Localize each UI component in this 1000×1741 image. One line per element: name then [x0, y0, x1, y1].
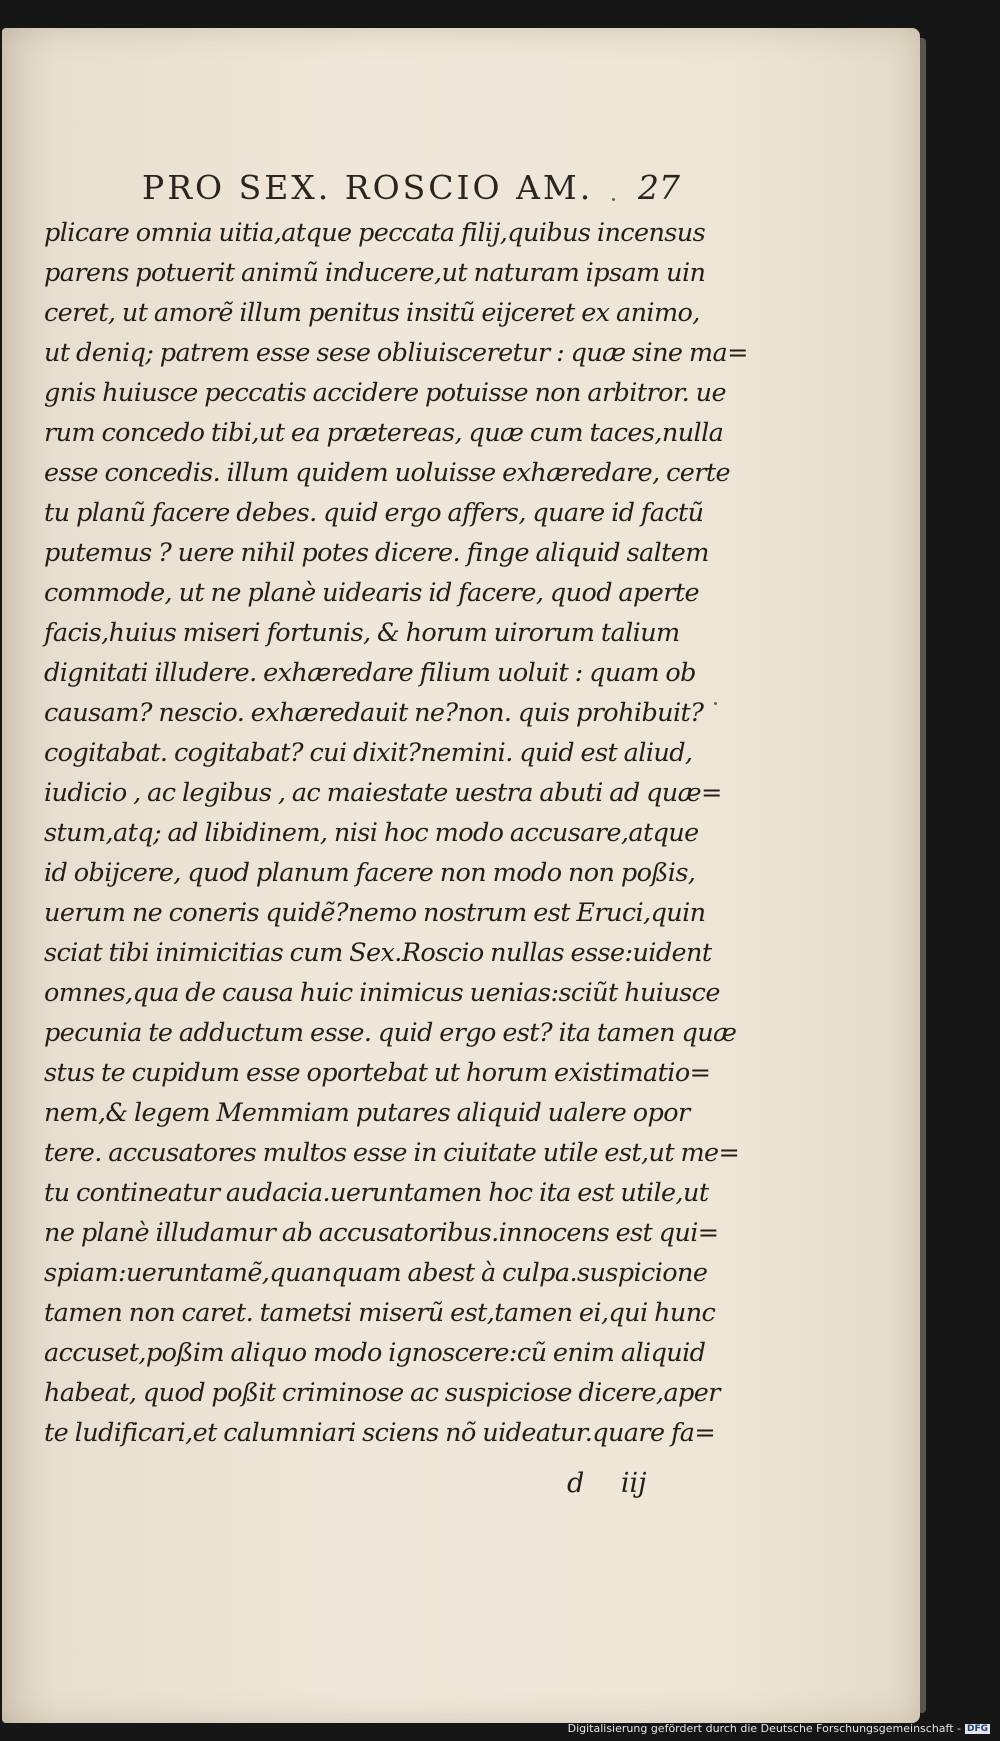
- text-line: commode, ut ne planè uidearis id facere, quod aperte: [44, 578, 699, 608]
- dfg-logo-icon: DFG: [966, 1724, 988, 1734]
- text-line: pecunia te adductum esse. quid ergo est? ita tamen quæ: [44, 1018, 737, 1048]
- text-line: ut deniq; patrem esse sese obliuisceretur : quæ sine ma=: [44, 338, 748, 368]
- text-line: tu contineatur audacia.ueruntamen hoc ita est utile,ut: [44, 1178, 709, 1208]
- page-number: 27: [638, 168, 680, 207]
- digitization-credit: [568, 1722, 990, 1735]
- text-line: id obijcere, quod planum facere non modo non poßis,: [44, 858, 696, 888]
- text-line: accuset,poßim aliquo modo ignoscere:cũ enim aliquid: [44, 1338, 706, 1368]
- text-line: spiam:ueruntamẽ,quanquam abest à culpa.suspicione: [44, 1258, 708, 1288]
- paper-speck: [612, 198, 615, 201]
- text-line: plicare omnia uitia,atque peccata filij,quibus incensus: [44, 218, 706, 248]
- book-page: [2, 28, 920, 1723]
- text-line: ne planè illudamur ab accusatoribus.innocens est qui=: [44, 1218, 719, 1248]
- running-head: PRO SEX. ROSCIO AM.: [142, 168, 594, 207]
- text-line: nem,& legem Memmiam putares aliquid ualere opor: [44, 1098, 690, 1128]
- text-line: cogitabat. cogitabat? cui dixit?nemini. quid est aliud,: [44, 738, 693, 768]
- text-line: iudicio , ac legibus , ac maiestate uestra abuti ad quæ=: [44, 778, 722, 808]
- text-line: esse concedis. illum quidem uoluisse exhæredare, certe: [44, 458, 730, 488]
- text-line: putemus ? uere nihil potes dicere. finge aliquid saltem: [44, 538, 709, 568]
- signature-mark: d iij: [567, 1468, 647, 1499]
- text-line: omnes,qua de causa huic inimicus uenias:sciũt huiusce: [44, 978, 720, 1008]
- text-line: stum,atq; ad libidinem, nisi hoc modo accusare,atque: [44, 818, 699, 848]
- paper-speck: [714, 702, 717, 705]
- body-text: [44, 213, 748, 1453]
- text-line: dignitati illudere. exhæredare filium uoluit : quam ob: [44, 658, 696, 688]
- text-line: tamen non caret. tametsi miserũ est,tamen ei,qui hunc: [44, 1298, 716, 1328]
- text-line: tere. accusatores multos esse in ciuitate utile est,ut me=: [44, 1138, 740, 1168]
- text-line: causam? nescio. exhæredauit ne?non. quis prohibuit?: [44, 698, 704, 728]
- text-line: te ludificari,et calumniari sciens nõ uideatur.quare fa=: [44, 1418, 716, 1448]
- text-line: habeat, quod poßit criminose ac suspiciose dicere,aper: [44, 1378, 720, 1408]
- text-line: sciat tibi inimicitias cum Sex.Roscio nullas esse:uident: [44, 938, 712, 968]
- text-line: uerum ne coneris quidẽ?nemo nostrum est Eruci,quin: [44, 898, 706, 928]
- text-line: parens potuerit animũ inducere,ut naturam ipsam uin: [44, 258, 706, 288]
- text-line: gnis huiusce peccatis accidere potuisse non arbitror. ue: [44, 378, 726, 408]
- text-line: tu planũ facere debes. quid ergo affers, quare id factũ: [44, 498, 704, 528]
- text-line: rum concedo tibi,ut ea prætereas, quæ cum taces,nulla: [44, 418, 724, 448]
- text-line: facis,huius miseri fortunis, & horum uirorum talium: [44, 618, 680, 648]
- text-line: stus te cupidum esse oportebat ut horum existimatio=: [44, 1058, 711, 1088]
- text-line: ceret, ut amorẽ illum penitus insitũ eijceret ex animo,: [44, 298, 700, 328]
- credit-text: Digitalisierung gefördert durch die Deutsche Forschungsgemeinschaft -: [567, 1722, 961, 1735]
